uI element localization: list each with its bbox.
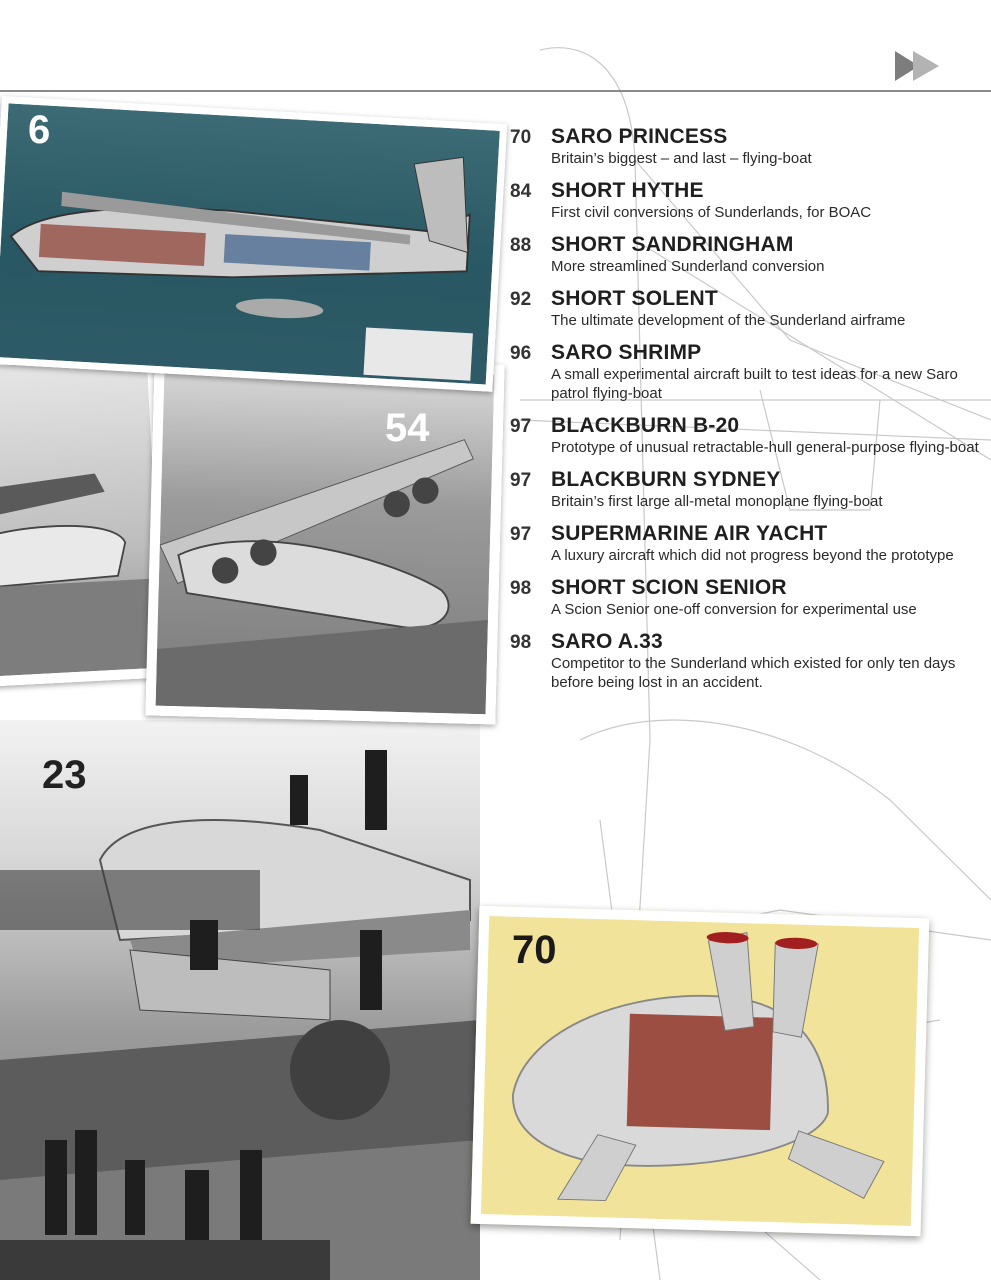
contents-entry[interactable] — [510, 179, 980, 222]
contents-entry[interactable] — [510, 630, 980, 692]
contents-entry[interactable] — [510, 287, 980, 330]
entry-title: SARO PRINCESS — [551, 125, 728, 148]
entry-description: A small experimental aircraft built to test ideas for a new Saro patrol flying-boat — [551, 366, 958, 402]
contents-entry[interactable] — [510, 125, 980, 168]
entry-title: BLACKBURN B-20 — [551, 414, 740, 437]
entry-description: A Scion Senior one-off conversion for experimental use — [551, 601, 917, 618]
header-rule — [0, 90, 991, 92]
photo-crew-on-flying-boats — [0, 720, 480, 1280]
entry-description: Britain’s first large all-metal monoplane flying-boat — [551, 493, 883, 510]
page-ref-bottom-left-photo: 23 — [42, 753, 87, 797]
entry-page-number: 97 — [510, 470, 532, 491]
entry-title: SARO SHRIMP — [551, 341, 702, 364]
entry-title: SHORT SANDRINGHAM — [551, 233, 794, 256]
page-ref-bottom-right-photo: 70 — [512, 928, 557, 972]
entry-page-number: 88 — [510, 235, 532, 256]
entry-page-number: 70 — [510, 127, 532, 148]
entry-title: SARO A.33 — [551, 630, 663, 653]
entry-page-number: 98 — [510, 578, 532, 599]
entry-title: BLACKBURN SYDNEY — [551, 468, 781, 491]
photo-sunderland-in-flight — [145, 355, 504, 724]
entry-page-number: 84 — [510, 181, 532, 202]
entry-title: SHORT HYTHE — [551, 179, 704, 202]
contents-entry[interactable] — [510, 233, 980, 276]
entry-description: A luxury aircraft which did not progress beyond the prototype — [551, 547, 954, 564]
entry-title: SHORT SCION SENIOR — [551, 576, 787, 599]
entry-title: SUPERMARINE AIR YACHT — [551, 522, 828, 545]
entry-title: SHORT SOLENT — [551, 287, 718, 310]
entry-description: The ultimate development of the Sunderland airframe — [551, 312, 906, 329]
double-arrow-right-icon[interactable] — [893, 48, 943, 84]
entry-page-number: 97 — [510, 416, 532, 437]
contents-entry[interactable] — [510, 341, 980, 403]
contents-entry[interactable] — [510, 522, 980, 565]
page-ref-top-photo: 6 — [28, 108, 51, 152]
entry-description: First civil conversions of Sunderlands, for BOAC — [551, 204, 872, 221]
page-ref-middle-photo: 54 — [385, 406, 430, 450]
entry-page-number: 98 — [510, 632, 532, 653]
photo-empire-flying-boat-cutaway — [0, 96, 507, 392]
entry-page-number: 92 — [510, 289, 532, 310]
entry-description: More streamlined Sunderland conversion — [551, 258, 825, 275]
entry-page-number: 96 — [510, 343, 532, 364]
contents-entry[interactable] — [510, 414, 980, 457]
entry-description: Prototype of unusual retractable-hull general-purpose flying-boat — [551, 439, 979, 456]
contents-entry[interactable] — [510, 468, 980, 511]
entry-description: Competitor to the Sunderland which existed for only ten days before being lost in an accident. — [551, 655, 956, 691]
entry-description: Britain’s biggest – and last – flying-boat — [551, 150, 812, 167]
contents-entry[interactable] — [510, 576, 980, 619]
contents-list — [510, 125, 980, 703]
entry-page-number: 97 — [510, 524, 532, 545]
